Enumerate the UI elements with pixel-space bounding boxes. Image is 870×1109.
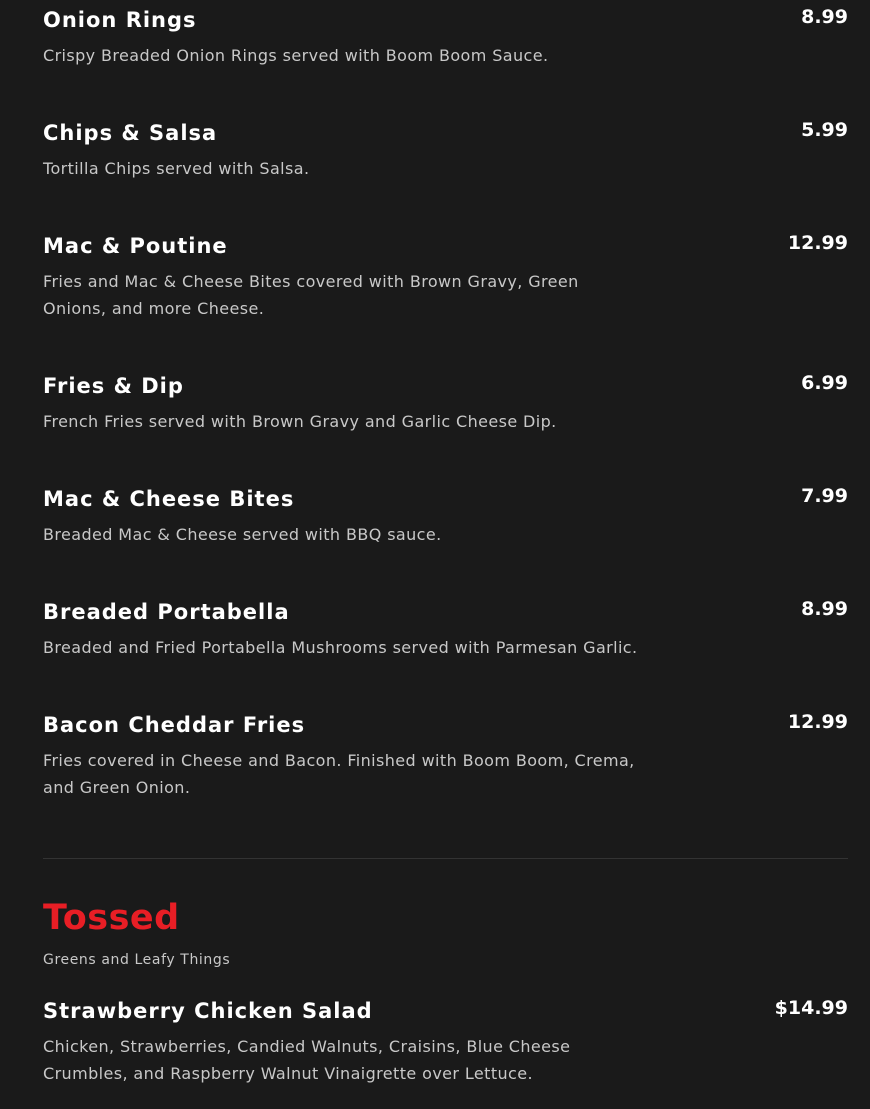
item-description: Fries covered in Cheese and Bacon. Finished with Boom Boom, Crema, and Green Onion. — [43, 751, 635, 797]
item-name: Bacon Cheddar Fries — [43, 713, 306, 737]
item-description: Crispy Breaded Onion Rings served with Boom Boom Sauce. — [43, 46, 549, 65]
item-description: French Fries served with Brown Gravy and Garlic Cheese Dip. — [43, 412, 557, 431]
item-name: Chips & Salsa — [43, 121, 218, 145]
item-name: Strawberry Chicken Salad — [43, 999, 373, 1023]
section-subtitle: Greens and Leafy Things — [43, 952, 231, 968]
item-price: 6.99 — [801, 372, 848, 394]
item-price: 7.99 — [801, 485, 848, 507]
item-price: 8.99 — [801, 598, 848, 620]
item-price: 8.99 — [801, 6, 848, 28]
item-price: 12.99 — [787, 232, 848, 254]
item-price: $14.99 — [774, 997, 848, 1019]
item-name: Onion Rings — [43, 8, 197, 32]
item-name: Mac & Poutine — [43, 234, 228, 258]
item-price: 12.99 — [787, 711, 848, 733]
item-description: Breaded and Fried Portabella Mushrooms served with Parmesan Garlic. — [43, 638, 638, 657]
section-divider — [43, 858, 848, 859]
item-description: Tortilla Chips served with Salsa. — [43, 159, 310, 178]
item-description: Fries and Mac & Cheese Bites covered with Brown Gravy, Green Onions, and more Cheese. — [43, 272, 579, 318]
section-title: Tossed — [43, 898, 180, 938]
item-name: Breaded Portabella — [43, 600, 290, 624]
item-price: 5.99 — [801, 119, 848, 141]
item-description: Chicken, Strawberries, Candied Walnuts, Craisins, Blue Cheese Crumbles, and Raspberry Walnut Vinaigrette over Lettuce. — [43, 1037, 571, 1083]
item-name: Fries & Dip — [43, 374, 184, 398]
item-name: Mac & Cheese Bites — [43, 487, 295, 511]
item-description: Breaded Mac & Cheese served with BBQ sauce. — [43, 525, 442, 544]
